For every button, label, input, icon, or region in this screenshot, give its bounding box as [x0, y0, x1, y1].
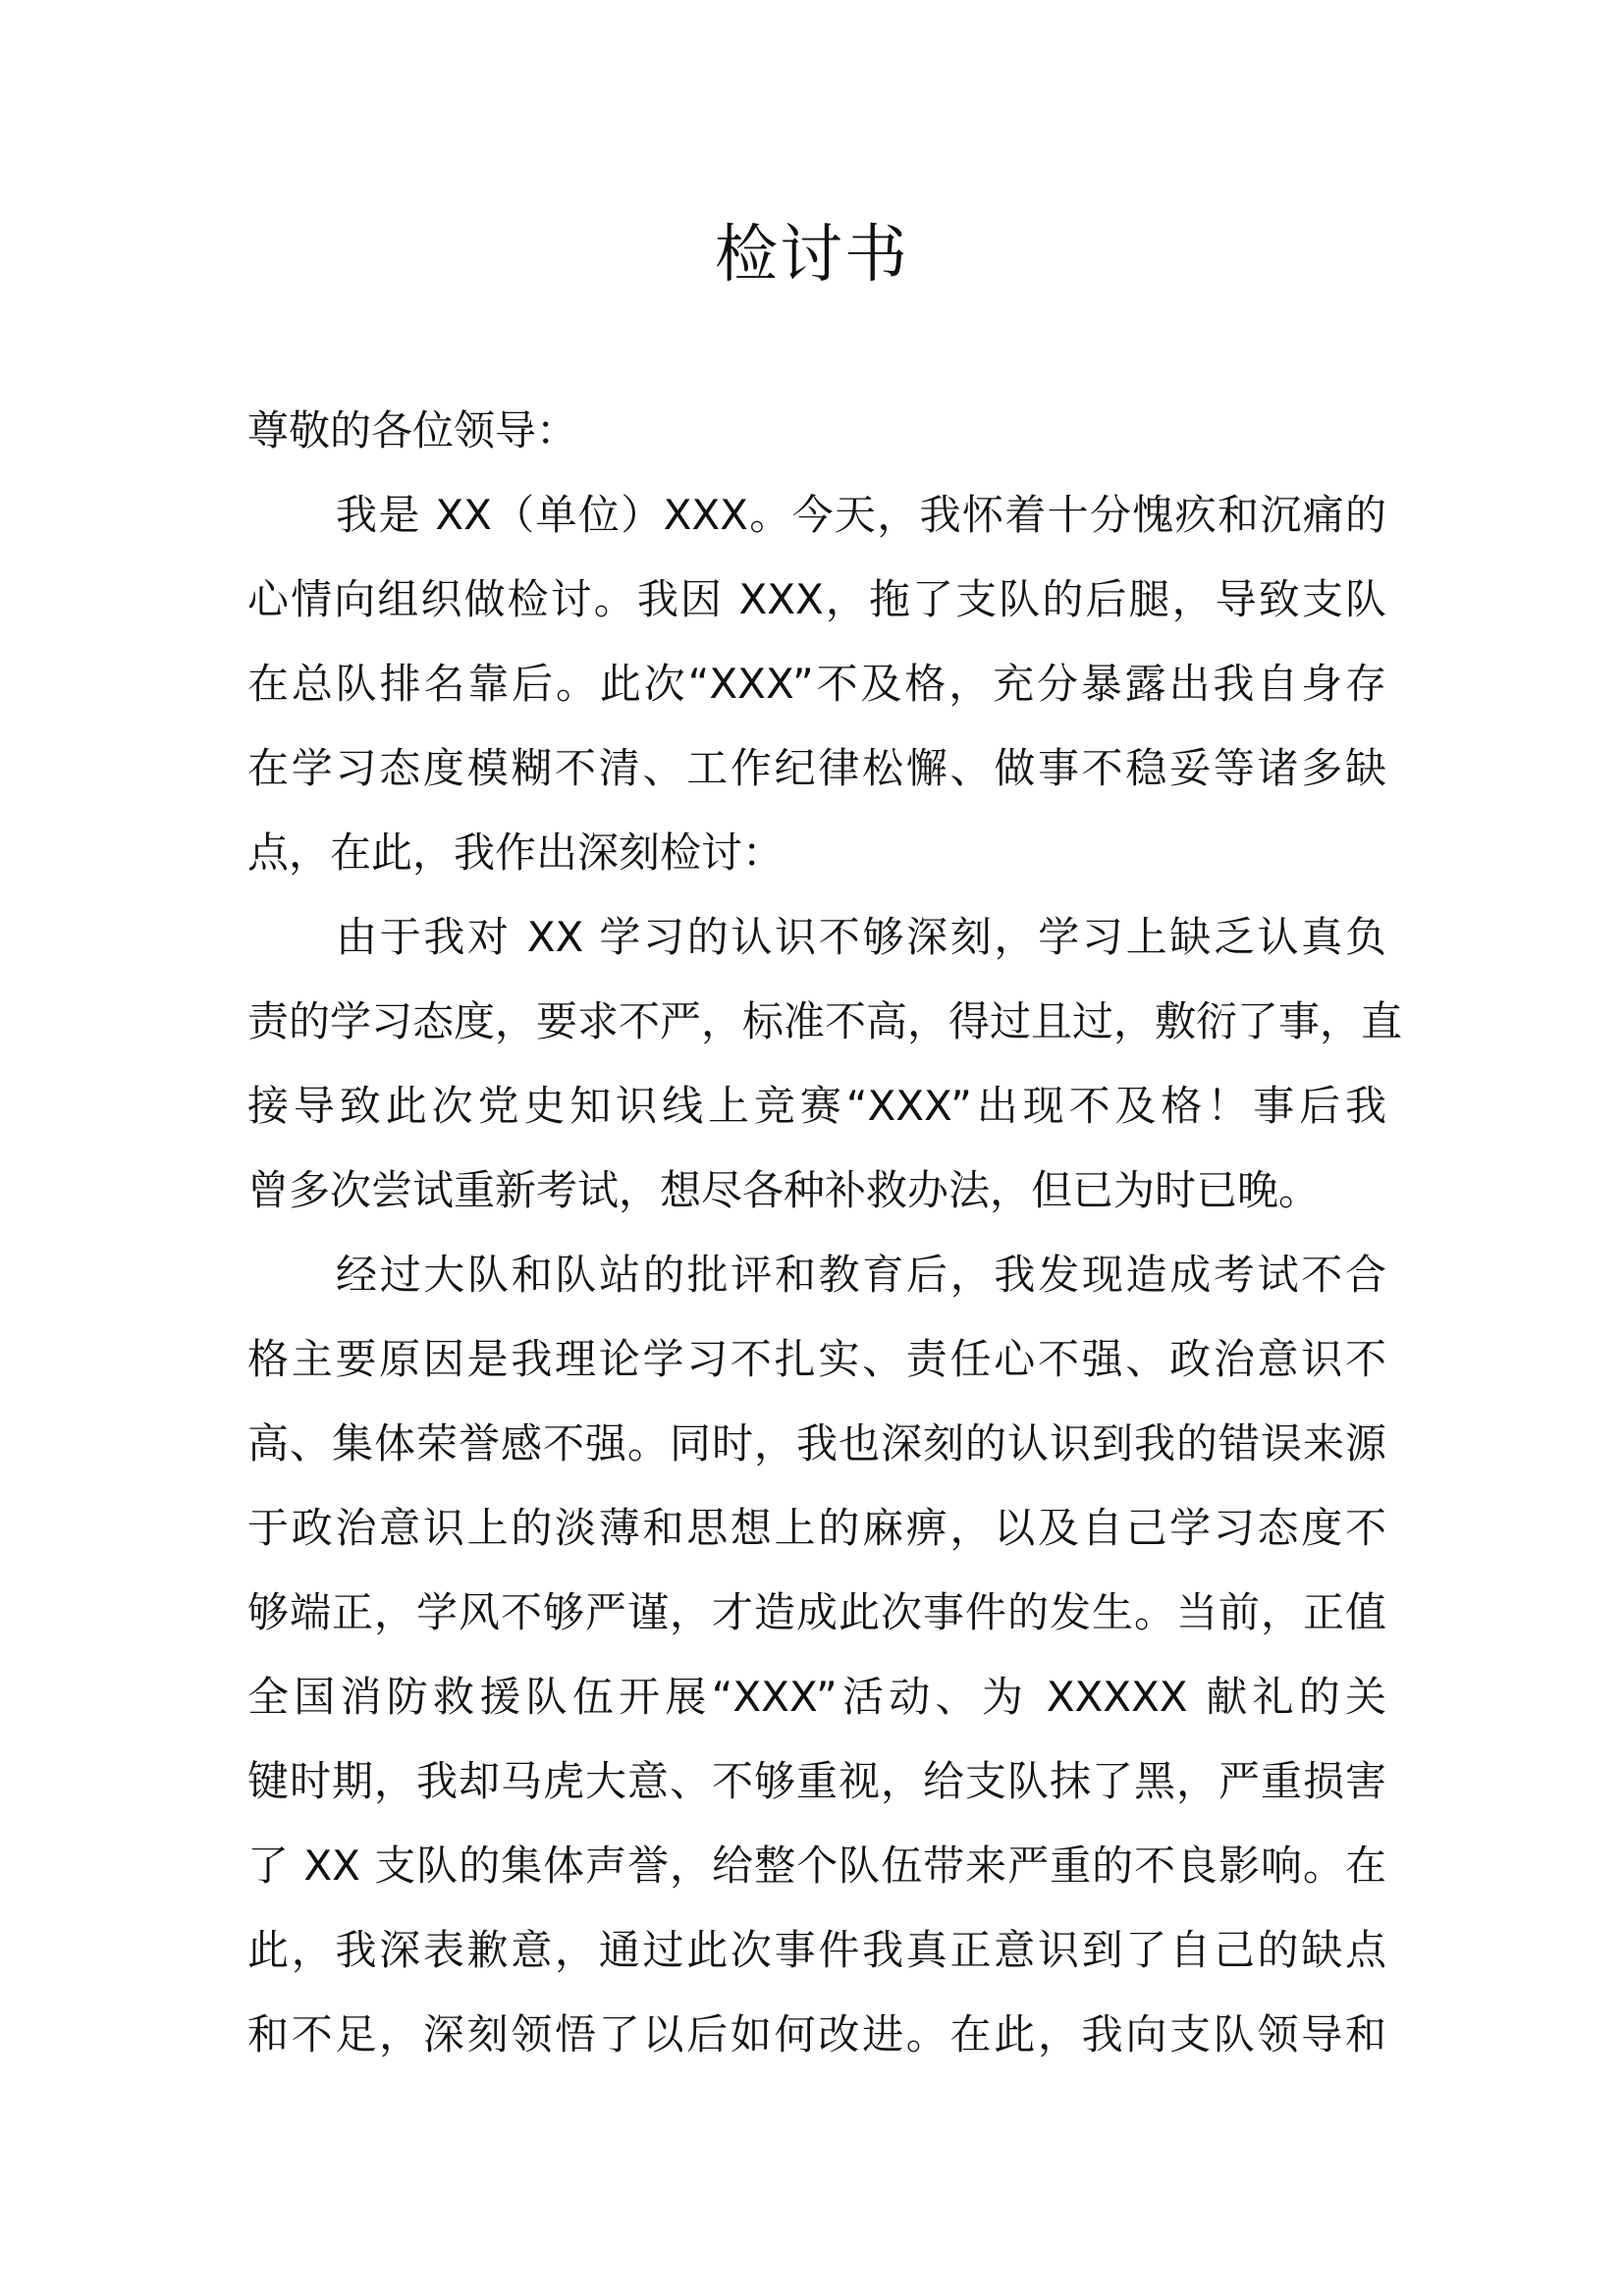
body-line: 尊敬的各位领导：	[247, 406, 578, 454]
body-line: 在学习态度模糊不清、工作纪律松懈、做事不稳妥等诸多缺	[247, 744, 1386, 792]
body-line: 由于我对 XX 学习的认识不够深刻，学习上缺乏认真负	[336, 913, 1386, 961]
body-line: 点，在此，我作出深刻检讨：	[247, 828, 785, 877]
body-line: 够端正，学风不够严谨，才造成此次事件的发生。当前，正值	[247, 1588, 1386, 1636]
body-line: 在总队排名靠后。此次“XXX”不及格，充分暴露出我自身存	[247, 660, 1386, 708]
body-line: 接导致此次党史知识线上竞赛“XXX”出现不及格！事后我	[247, 1082, 1386, 1130]
document-title: 检讨书	[715, 219, 909, 292]
body-line: 心情向组织做检讨。我因 XXX，拖了支队的后腿，导致支队	[247, 575, 1386, 623]
body-line: 格主要原因是我理论学习不扎实、责任心不强、政治意识不	[247, 1335, 1386, 1383]
body-line: 全国消防救援队伍开展“XXX”活动、为 XXXXX 献礼的关	[247, 1673, 1386, 1721]
body-line: 曾多次尝试重新考试，想尽各种补救办法，但已为时已晚。	[247, 1166, 1321, 1214]
body-line: 和不足，深刻领悟了以后如何改进。在此，我向支队领导和	[247, 2010, 1386, 2058]
body-line: 于政治意识上的淡薄和思想上的麻痹，以及自己学习态度不	[247, 1504, 1386, 1552]
body-line: 高、集体荣誉感不强。同时，我也深刻的认识到我的错误来源	[247, 1419, 1386, 1468]
body-line: 此，我深表歉意，通过此次事件我真正意识到了自己的缺点	[247, 1926, 1386, 1974]
document-body	[247, 389, 1403, 2077]
body-line: 我是 XX（单位）XXX。今天，我怀着十分愧疚和沉痛的	[336, 491, 1386, 539]
body-line: 责的学习态度，要求不严，标准不高，得过且过，敷衍了事，直	[247, 997, 1403, 1045]
body-line: 经过大队和队站的批评和教育后，我发现造成考试不合	[336, 1251, 1386, 1299]
body-line: 了 XX 支队的集体声誉，给整个队伍带来严重的不良影响。在	[247, 1842, 1386, 1890]
body-line: 键时期，我却马虎大意、不够重视，给支队抹了黑，严重损害	[247, 1757, 1386, 1805]
